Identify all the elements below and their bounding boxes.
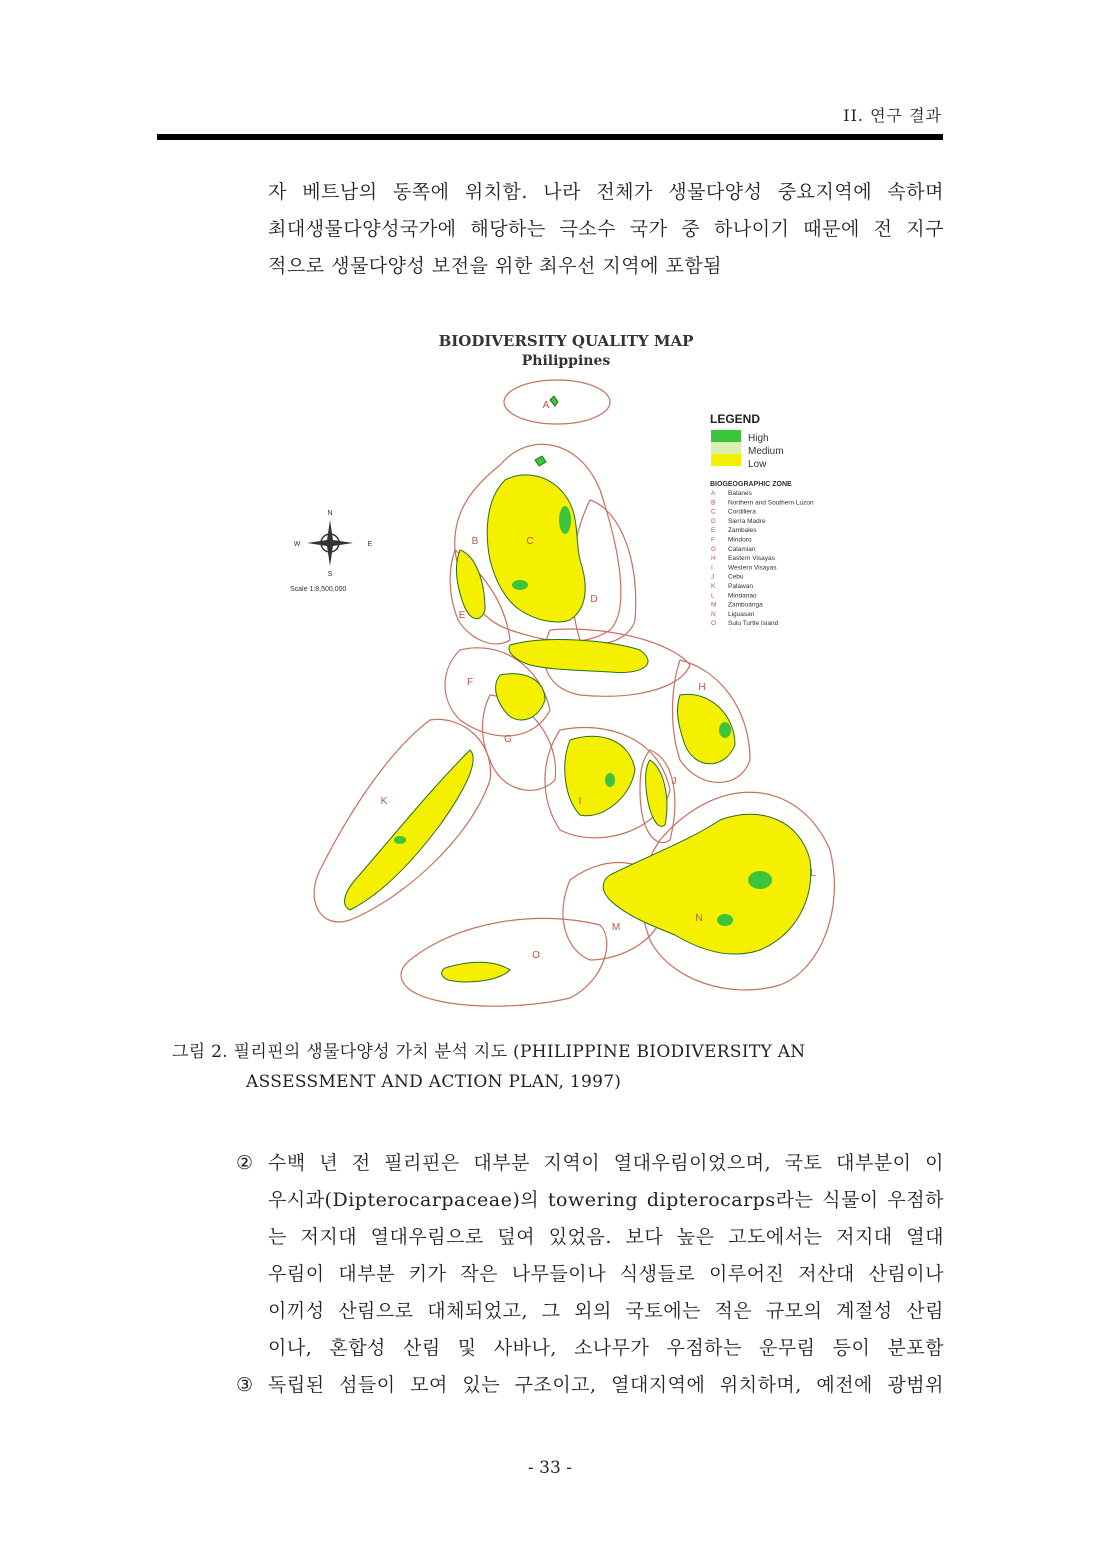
babuyan-land bbox=[535, 456, 546, 466]
compass-e: E bbox=[367, 541, 373, 548]
list-number: ② bbox=[236, 1152, 254, 1174]
page-number: - 33 - bbox=[528, 1458, 572, 1478]
zone-boundary-o bbox=[401, 918, 607, 1006]
list-item bbox=[236, 1145, 944, 1367]
panay-negros-land bbox=[565, 736, 635, 816]
zone-legend-letter: F bbox=[711, 536, 715, 544]
zone-legend-name: Liguasan bbox=[728, 610, 755, 618]
zone-letter-o: O bbox=[532, 950, 540, 961]
map-scale: Scale 1:8,500,000 bbox=[290, 586, 347, 593]
caption-line-1: 그림 2. 필리핀의 생물다양성 가치 분석 지도 (PHILIPPINE BIODIVERSITY AN bbox=[172, 1042, 806, 1062]
zone-legend-letter: D bbox=[711, 517, 716, 525]
intro-paragraph bbox=[268, 174, 944, 285]
zone-legend-name: Palawan bbox=[728, 583, 753, 590]
list-line: 이끼성 산림으로 대체되었고, 그 외의 국토에는 적은 규모의 계절성 산림 bbox=[268, 1300, 944, 1322]
caption-line-2: ASSESSMENT AND ACTION PLAN, 1997) bbox=[246, 1072, 622, 1092]
zone-legend-letter: A bbox=[711, 490, 716, 497]
zone-legend-letter: M bbox=[711, 601, 717, 609]
zone-letter-c: C bbox=[526, 536, 534, 547]
zone-legend-letter: H bbox=[711, 555, 716, 563]
zone-legend-name: Zamboanga bbox=[728, 601, 763, 609]
zone-letter-e: E bbox=[458, 610, 466, 621]
compass-s: S bbox=[327, 571, 333, 578]
legend-swatch-high bbox=[711, 430, 741, 442]
zone-legend-letter: C bbox=[711, 508, 716, 516]
zone-legend-letter: N bbox=[711, 610, 716, 618]
zone-legend-title: BIOGEOGRAPHIC ZONE bbox=[710, 481, 792, 488]
batanes-land bbox=[550, 396, 558, 406]
legend-label-medium: Medium bbox=[748, 446, 784, 457]
legend-swatch-low bbox=[711, 454, 741, 466]
zone-letter-b: B bbox=[471, 536, 479, 547]
numbered-list bbox=[236, 1145, 944, 1404]
zone-legend-letter: J bbox=[711, 573, 715, 581]
zone-legend-name: Sierra Madre bbox=[728, 517, 766, 525]
zone-letter-i: I bbox=[578, 796, 582, 807]
intro-line: 최대생물다양성국가에 해당하는 극소수 국가 중 하나이기 때문에 전 지구 bbox=[268, 218, 944, 240]
zone-legend-letter: K bbox=[711, 583, 716, 590]
zone-legend-list bbox=[711, 490, 814, 627]
zone-letter-d: D bbox=[590, 594, 598, 605]
intro-line: 자 베트남의 동쪽에 위치함. 나라 전체가 생물다양성 중요지역에 속하며 bbox=[268, 181, 944, 203]
list-line: 수백 년 전 필리핀은 대부분 지역이 열대우림이었으며, 국토 대부분이 이 bbox=[268, 1152, 944, 1174]
legend-title: LEGEND bbox=[710, 412, 761, 426]
header-rule bbox=[157, 134, 943, 140]
compass-n: N bbox=[327, 510, 333, 517]
legend-label-high: High bbox=[748, 433, 769, 444]
zone-letter-f: F bbox=[466, 677, 474, 688]
bicol-land bbox=[509, 640, 648, 673]
zone-legend-letter: G bbox=[711, 545, 717, 553]
map-title: BIODIVERSITY QUALITY MAP bbox=[438, 332, 694, 350]
list-text bbox=[268, 1367, 944, 1404]
zone-legend-name: Cebu bbox=[728, 573, 744, 581]
list-text bbox=[268, 1145, 944, 1367]
zone-letter-g: G bbox=[504, 734, 512, 745]
mindanao-land bbox=[603, 814, 811, 954]
zone-letter-h: H bbox=[698, 682, 706, 693]
compass bbox=[290, 510, 373, 593]
zone-boundary-k bbox=[314, 719, 490, 922]
sulu-land bbox=[442, 962, 510, 982]
list-number: ③ bbox=[236, 1374, 254, 1396]
zone-legend-letter: E bbox=[711, 527, 716, 535]
map-subtitle: Philippines bbox=[521, 353, 611, 369]
legend-label-low: Low bbox=[748, 459, 767, 470]
zone-letter-n: N bbox=[695, 913, 703, 924]
luzon-land bbox=[487, 475, 585, 622]
zone-legend-name: Western Visayas bbox=[728, 564, 777, 572]
legend-swatch-medium bbox=[711, 442, 741, 454]
map-legend bbox=[710, 412, 814, 627]
figure-caption bbox=[172, 1037, 805, 1097]
list-line: 독립된 섬들이 모여 있는 구조이고, 열대지역에 위치하며, 예전에 광범위 bbox=[268, 1374, 944, 1396]
zone-legend-name: Northern and Southern Luzon bbox=[728, 499, 814, 507]
zone-legend-name: Sulu Turtle Island bbox=[728, 620, 779, 628]
zone-letter-k: K bbox=[380, 796, 388, 807]
list-line: 이나, 혼합성 산림 및 사바나, 소나무가 우점하는 운무림 등이 분포함 bbox=[268, 1337, 944, 1359]
zone-legend-letter: O bbox=[711, 620, 717, 628]
biodiversity-map bbox=[280, 320, 880, 1020]
zone-letter-j: J bbox=[671, 776, 677, 787]
zone-legend-name: Mindanao bbox=[728, 592, 757, 600]
zone-legend-name: Calamian bbox=[728, 545, 756, 553]
zone-legend-name: Mindoro bbox=[728, 536, 752, 544]
zone-letter-m: M bbox=[611, 922, 621, 933]
palawan-land bbox=[345, 750, 474, 910]
list-line: 는 저지대 열대우림으로 덮여 있었음. 보다 높은 고도에서는 저지대 열대 bbox=[268, 1226, 944, 1248]
intro-line: 적으로 생물다양성 보전을 위한 최우선 지역에 포함됨 bbox=[268, 255, 723, 277]
zone-legend-letter: B bbox=[711, 499, 716, 507]
zone-legend-letter: L bbox=[711, 592, 715, 600]
section-header: II. 연구 결과 bbox=[843, 106, 942, 125]
zone-legend-letter: I bbox=[711, 564, 713, 572]
list-line: 우림이 대부분 키가 작은 나무들이나 식생들로 이루어진 저산대 산림이나 bbox=[268, 1263, 944, 1285]
compass-w: W bbox=[293, 541, 301, 548]
zone-letter-a: A bbox=[542, 400, 550, 411]
zone-legend-name: Eastern Visayas bbox=[728, 555, 775, 563]
zambales-land bbox=[456, 550, 485, 619]
zone-legend-name: Zambales bbox=[728, 527, 757, 535]
biodiversity-map-figure bbox=[280, 320, 880, 1020]
list-line: 우시과(Dipterocarpaceae)의 towering dipterocarps라는 식물이 우점하 bbox=[268, 1189, 944, 1211]
zone-letter-l: L bbox=[810, 868, 816, 879]
zone-legend-name: Cordillera bbox=[728, 508, 756, 516]
list-item bbox=[236, 1367, 944, 1404]
zone-legend-name: Batanes bbox=[728, 490, 752, 497]
